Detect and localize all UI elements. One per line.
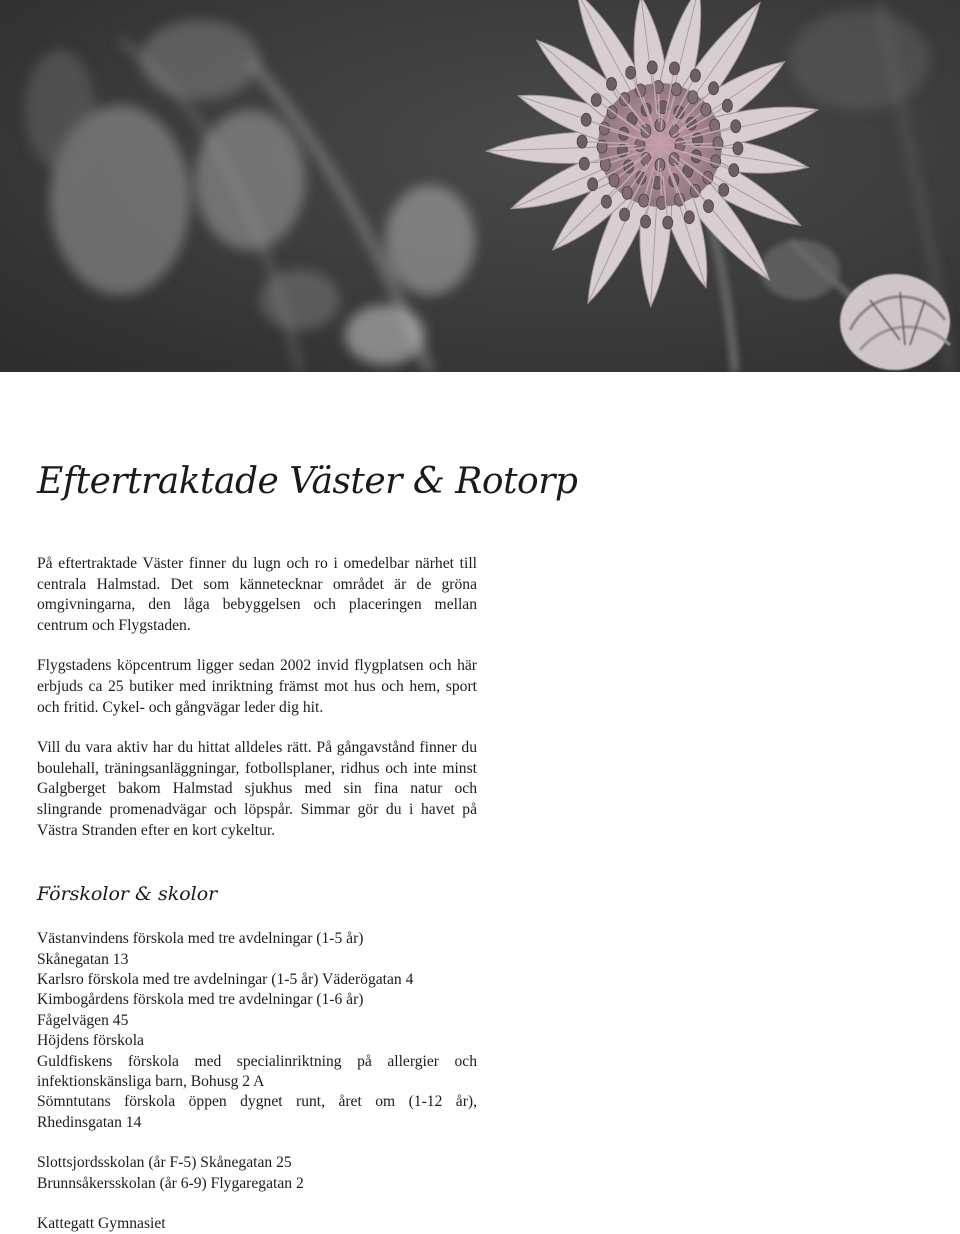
list-item: Västanvindens förskola med tre avdelningar (1-5 år) — [37, 930, 364, 948]
stamen-anther — [577, 135, 587, 148]
stamen-anther — [709, 82, 719, 95]
stamen-anther — [639, 194, 649, 207]
gymnasium-list — [37, 1214, 477, 1234]
list-item: Karlsro förskola med tre avdelningar (1-5 år) Väderögatan 4 — [37, 970, 414, 988]
stamen-anther — [690, 69, 700, 82]
stamen-anther — [684, 211, 694, 224]
stamen-anther — [607, 77, 617, 90]
stamen-anther — [641, 215, 651, 228]
intro-paragraph: På eftertraktade Väster finner du lugn och ro i omedelbar närhet till centrala Halmstad. Det som kännetecknar området är de gröna omgivningarna, den låga bebyggelsen och placeringen mellan centrum och Flygstaden. — [37, 555, 477, 634]
list-item: Kimbogårdens förskola med tre avdelningar (1-6 år) — [37, 991, 364, 1009]
list-item: Slottsjordsskolan (år F-5) Skånegatan 25 — [37, 1154, 292, 1172]
flower-illustration — [0, 0, 960, 372]
stamen-anther — [626, 66, 636, 79]
stamen-anther — [622, 186, 632, 199]
list-item: Fågelvägen 45 — [37, 1011, 129, 1029]
stamen-anther — [701, 103, 711, 116]
schools-heading: Förskolor & skolor — [37, 883, 218, 906]
stamen-anther — [636, 84, 646, 97]
stamen-anther — [688, 91, 698, 104]
stamen-anther — [703, 171, 713, 184]
shopping-paragraph: Flygstadens köpcentrum ligger sedan 2002 invid flygplatsen och här erbjuds ca 25 butiker med inriktning främst mot hus och hem, sport och fritid. Cykel- och gångvägar leder dig hit. — [37, 657, 477, 716]
activities-paragraph: Vill du vara aktiv har du hittat alldeles rätt. På gångavstånd finner du boulehall, träningsanläggningar, fotbollsplaner, ridhus och inte minst Galgberget bakom Halmstad sjukhus med sin fina natur och slingrande promenadvägar och löpspår. Simmar gör du i havet på Västra Stranden efter en kort cykeltur. — [37, 739, 477, 839]
stamen-anther — [722, 99, 732, 112]
stamen-anther — [607, 106, 617, 119]
stamen-anther — [581, 113, 591, 126]
list-item: Höjdens förskola — [37, 1032, 144, 1050]
preschool-list — [37, 929, 477, 1133]
stamen-anther — [609, 174, 619, 187]
list-item: Kattegatt Gymnasiet — [37, 1215, 166, 1232]
stamen-anther — [703, 200, 713, 213]
stamen-anther — [733, 142, 743, 155]
stamen-anther — [671, 83, 681, 96]
stamen-anther — [591, 94, 601, 107]
stamen-anther — [663, 216, 673, 229]
bud — [840, 274, 950, 370]
stamen-anther — [601, 195, 611, 208]
hero-flower-photo — [0, 0, 960, 372]
page-title: Eftertraktade Väster & Rotorp — [37, 461, 578, 502]
list-item: Sömntutans förskola öppen dygnet runt, året om (1-12 år), Rhedinsgatan 14 — [37, 1093, 477, 1131]
list-item: Skånegatan 13 — [37, 950, 129, 968]
stamen-anther — [620, 208, 630, 221]
stamen-anther — [579, 157, 589, 170]
stamen-anther — [729, 164, 739, 177]
list-item: Guldfiskens förskola med specialinriktning på allergier och infektionskänsliga barn, Bohusg 2 A — [37, 1052, 477, 1090]
stamen-anther — [588, 178, 598, 191]
stamen-anther — [647, 61, 657, 74]
school-list — [37, 1153, 477, 1194]
stamen-anther — [731, 120, 741, 133]
stamen-anther — [669, 62, 679, 75]
stamen-anther — [674, 193, 684, 206]
main-text-column — [37, 458, 578, 1234]
list-item: Brunnsåkersskolan (år 6-9) Flygaregatan 2 — [37, 1174, 304, 1192]
stamen-anther — [719, 183, 729, 196]
